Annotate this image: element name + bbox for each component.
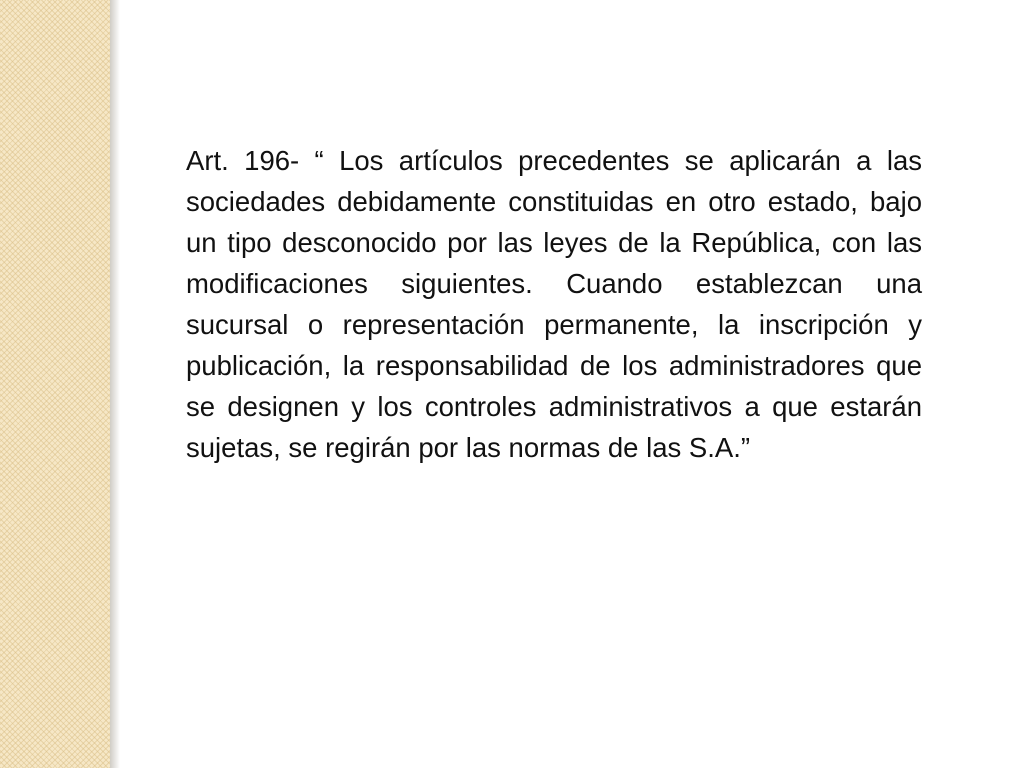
decorative-side-stripe xyxy=(0,0,110,768)
side-stripe-shadow xyxy=(110,0,120,768)
article-text: Art. 196- “ Los artículos precedentes se aplicarán a las sociedades debidamente constituidas en otro estado, bajo un tipo desconocido por las leyes de la República, con las modificaciones siguientes. Cuando establezcan una sucursal o representación permanente, la inscripción y publicación, la responsabilidad de los administradores que se designen y los controles administrativos a que estarán sujetas, se regirán por las normas de las S.A.” xyxy=(186,145,922,463)
